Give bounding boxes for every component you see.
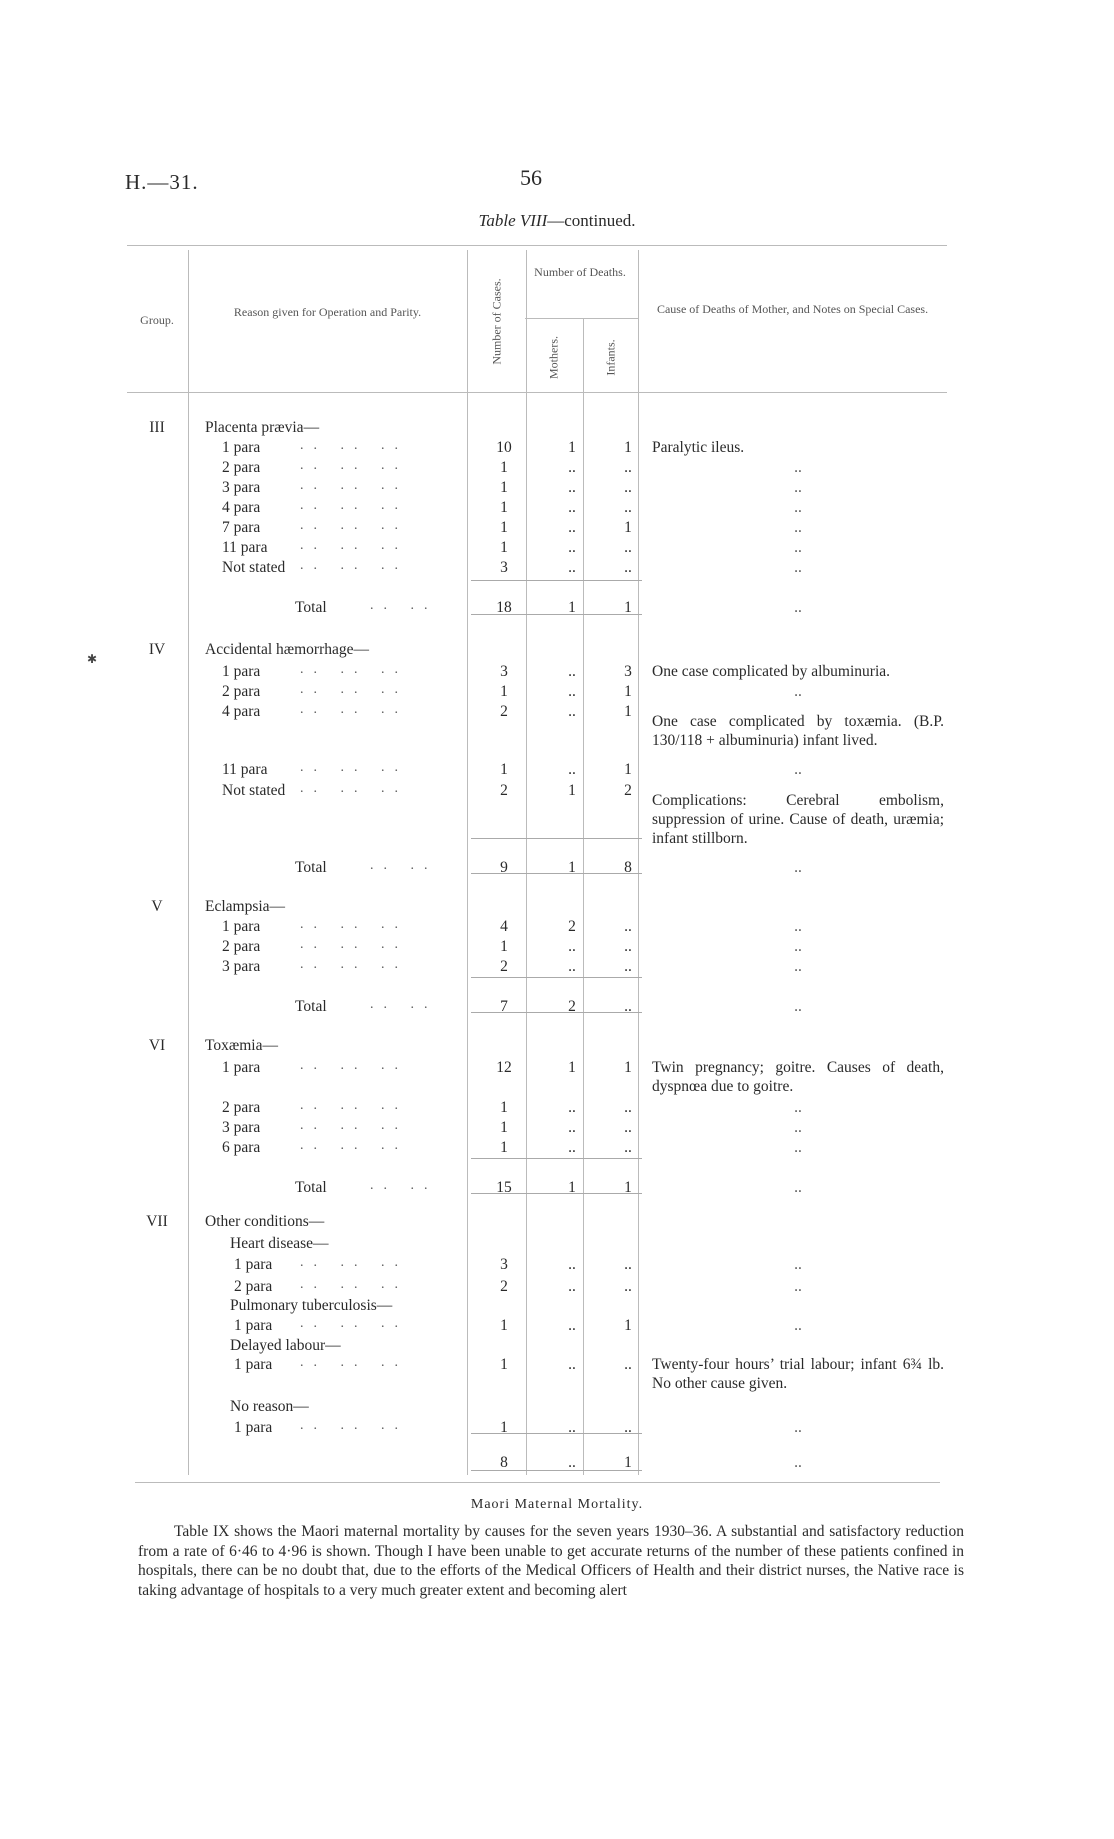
- table-title: [0, 211, 1114, 231]
- row-cases: 1: [500, 683, 508, 700]
- row-note-dots: ..: [794, 459, 802, 476]
- row-cases: 2: [500, 958, 508, 975]
- group-label: V: [151, 898, 163, 915]
- row-note-dots: ..: [794, 499, 802, 516]
- total-leader-dots: .. ..: [370, 1178, 438, 1193]
- row-note-dots: ..: [794, 918, 802, 935]
- row-mothers: ..: [568, 938, 576, 955]
- table-top-rule: [127, 245, 947, 246]
- row-leader-dots: .. .. ..: [300, 438, 408, 453]
- row-mothers: ..: [568, 1278, 576, 1295]
- row-label: 2 para: [222, 938, 261, 955]
- row-note-dots: ..: [794, 1119, 802, 1136]
- group-reason: Accidental hæmorrhage—: [205, 641, 369, 658]
- row-infants: ..: [624, 459, 632, 476]
- row-infants: ..: [624, 918, 632, 935]
- row-leader-dots: .. .. ..: [300, 1098, 408, 1113]
- row-infants: 1: [624, 1059, 632, 1076]
- row-note: Twin pregnancy; goitre. Causes of death, dyspnœa due to goitre.: [652, 1059, 944, 1095]
- row-infants: ..: [624, 1119, 632, 1136]
- row-cases: 1: [500, 1419, 508, 1436]
- row-cases: 10: [496, 439, 512, 456]
- header-cause: Cause of Deaths of Mother, and Notes on Special Cases.: [656, 302, 929, 316]
- row-label: 3 para: [222, 1119, 261, 1136]
- row-label: 2 para: [234, 1278, 273, 1295]
- row-label: 1 para: [234, 1317, 273, 1334]
- row-label: 2 para: [222, 683, 261, 700]
- total-note-dots: ..: [794, 1179, 802, 1196]
- row-leader-dots: .. .. ..: [300, 518, 408, 533]
- row-leader-dots: .. .. ..: [300, 1058, 408, 1073]
- reason-column-divider: [467, 250, 468, 1475]
- total-infants: 1: [624, 1179, 632, 1196]
- condition-subheading: No reason—: [230, 1398, 309, 1415]
- group-reason: Toxæmia—: [205, 1037, 278, 1054]
- header-cases: Number of Cases.: [489, 278, 504, 365]
- row-mothers: ..: [568, 761, 576, 778]
- row-mothers: ..: [568, 1317, 576, 1334]
- row-infants: ..: [624, 1356, 632, 1373]
- row-mothers: ..: [568, 559, 576, 576]
- row-leader-dots: .. .. ..: [300, 957, 408, 972]
- row-cases: 1: [500, 1119, 508, 1136]
- condition-subheading: Delayed labour—: [230, 1337, 341, 1354]
- row-cases: 1: [500, 499, 508, 516]
- row-infants: 3: [624, 663, 632, 680]
- row-label: 1 para: [234, 1419, 273, 1436]
- total-leader-dots: .. ..: [370, 858, 438, 873]
- row-cases: 3: [500, 559, 508, 576]
- row-note-dots: ..: [794, 1278, 802, 1295]
- row-leader-dots: .. .. ..: [300, 558, 408, 573]
- row-infants: ..: [624, 938, 632, 955]
- margin-mark: ✱: [87, 652, 98, 666]
- header-infants: Infants.: [603, 339, 618, 376]
- row-note-dots: ..: [794, 1099, 802, 1116]
- row-label: 1 para: [234, 1356, 273, 1373]
- row-label: 1 para: [234, 1256, 273, 1273]
- row-label: 11 para: [222, 761, 268, 778]
- row-label: 7 para: [222, 519, 261, 536]
- row-note: Twenty-four hours’ trial labour; infant 6¾ lb. No other cause given.: [652, 1356, 944, 1392]
- table-title-suffix: —continued.: [547, 211, 636, 230]
- row-label: 1 para: [222, 439, 261, 456]
- total-note-dots: ..: [794, 599, 802, 616]
- total-cases: 8: [500, 1454, 508, 1471]
- group-label: IV: [148, 641, 166, 658]
- total-infants: 1: [624, 599, 632, 616]
- total-note-dots: ..: [794, 998, 802, 1015]
- row-leader-dots: .. .. ..: [300, 1138, 408, 1153]
- row-mothers: ..: [568, 479, 576, 496]
- row-leader-dots: .. .. ..: [300, 538, 408, 553]
- row-infants: ..: [624, 1256, 632, 1273]
- row-leader-dots: .. .. ..: [300, 1277, 408, 1292]
- row-infants: ..: [624, 559, 632, 576]
- total-rule: [471, 1158, 642, 1159]
- row-mothers: ..: [568, 1099, 576, 1116]
- total-infants: ..: [624, 998, 632, 1015]
- total-mothers: 1: [568, 599, 576, 616]
- row-leader-dots: .. .. ..: [300, 1255, 408, 1270]
- row-infants: 2: [624, 782, 632, 799]
- row-label: 4 para: [222, 499, 261, 516]
- cases-column-divider: [526, 250, 527, 1475]
- row-cases: 1: [500, 1356, 508, 1373]
- row-cases: 1: [500, 459, 508, 476]
- group-label: III: [149, 419, 165, 436]
- row-mothers: ..: [568, 1139, 576, 1156]
- row-note-dots: ..: [794, 1256, 802, 1273]
- row-leader-dots: .. .. ..: [300, 1355, 408, 1370]
- row-label: 3 para: [222, 479, 261, 496]
- row-cases: 1: [500, 479, 508, 496]
- row-leader-dots: .. .. ..: [300, 478, 408, 493]
- total-infants: 1: [624, 1454, 632, 1471]
- row-infants: 1: [624, 519, 632, 536]
- total-rule: [471, 1433, 642, 1434]
- total-leader-dots: .. ..: [370, 997, 438, 1012]
- row-leader-dots: .. .. ..: [300, 760, 408, 775]
- row-infants: ..: [624, 499, 632, 516]
- row-infants: ..: [624, 479, 632, 496]
- row-mothers: 1: [568, 782, 576, 799]
- row-infants: 1: [624, 683, 632, 700]
- row-label: 6 para: [222, 1139, 261, 1156]
- row-cases: 1: [500, 519, 508, 536]
- group-label: VII: [146, 1213, 168, 1230]
- row-cases: 1: [500, 1099, 508, 1116]
- row-mothers: 1: [568, 1059, 576, 1076]
- deaths-subheader-rule: [525, 318, 638, 319]
- page-number: 56: [520, 165, 542, 190]
- row-label: 1 para: [222, 918, 261, 935]
- row-label: 1 para: [222, 1059, 261, 1076]
- row-mothers: 2: [568, 918, 576, 935]
- row-leader-dots: .. .. ..: [300, 662, 408, 677]
- header-bottom-rule: [127, 392, 947, 393]
- total-label: Total: [295, 1179, 327, 1196]
- group-label: VI: [148, 1037, 166, 1054]
- row-leader-dots: .. .. ..: [300, 1118, 408, 1133]
- row-label: 11 para: [222, 539, 268, 556]
- row-note-dots: ..: [794, 519, 802, 536]
- row-leader-dots: .. .. ..: [300, 458, 408, 473]
- row-mothers: ..: [568, 539, 576, 556]
- total-infants: 8: [624, 859, 632, 876]
- condition-subheading: Pulmonary tuberculosis—: [230, 1297, 393, 1314]
- row-infants: ..: [624, 1099, 632, 1116]
- row-note-dots: ..: [794, 1317, 802, 1334]
- row-cases: 12: [496, 1059, 512, 1076]
- total-label: Total: [295, 599, 327, 616]
- total-mothers: 2: [568, 998, 576, 1015]
- row-infants: ..: [624, 539, 632, 556]
- row-cases: 1: [500, 761, 508, 778]
- row-leader-dots: .. .. ..: [300, 917, 408, 932]
- total-rule: [471, 580, 642, 581]
- row-note-dots: ..: [794, 1139, 802, 1156]
- section-title: Maori Maternal Mortality.: [470, 1497, 644, 1512]
- total-note-dots: ..: [794, 1454, 802, 1471]
- total-cases: 7: [500, 998, 508, 1015]
- header-mothers: Mothers.: [546, 336, 561, 379]
- row-label: 3 para: [222, 958, 261, 975]
- row-leader-dots: .. .. ..: [300, 702, 408, 717]
- total-cases: 18: [496, 599, 512, 616]
- row-cases: 1: [500, 1317, 508, 1334]
- group-reason: Placenta prævia—: [205, 419, 320, 436]
- row-note-dots: ..: [794, 761, 802, 778]
- row-infants: ..: [624, 1419, 632, 1436]
- row-note-dots: ..: [794, 1419, 802, 1436]
- row-mothers: ..: [568, 1256, 576, 1273]
- row-leader-dots: .. .. ..: [300, 781, 408, 796]
- table-title-main: Table VIII: [478, 211, 548, 230]
- row-mothers: 1: [568, 439, 576, 456]
- group-reason: Other conditions—: [205, 1213, 325, 1230]
- row-mothers: ..: [568, 663, 576, 680]
- row-note-dots: ..: [794, 559, 802, 576]
- row-infants: ..: [624, 1139, 632, 1156]
- row-leader-dots: .. .. ..: [300, 682, 408, 697]
- total-leader-dots: .. ..: [370, 598, 438, 613]
- row-leader-dots: .. .. ..: [300, 1316, 408, 1331]
- row-mothers: ..: [568, 499, 576, 516]
- row-infants: 1: [624, 1317, 632, 1334]
- row-note-dots: ..: [794, 539, 802, 556]
- row-note: Paralytic ileus.: [652, 439, 745, 456]
- row-cases: 3: [500, 1256, 508, 1273]
- document-reference: H.—31.: [125, 170, 199, 194]
- row-label: Not stated: [222, 559, 286, 576]
- total-label: Total: [295, 859, 327, 876]
- header-reason: Reason given for Operation and Parity.: [233, 305, 422, 319]
- row-mothers: ..: [568, 1119, 576, 1136]
- section-paragraph: Table IX shows the Maori maternal mortality by causes for the seven years 1930–36. A substantial and satisfactory reduction from a rate of 6·46 to 4·96 is shown. Though I have been unable to get accurate returns of the number of these patients confined in hospitals, there can be no doubt that, due to the efforts of the Medical Officers of Health and their district nurses, the Native race is taking advantage of hospitals to a very much greater extent and becoming alert: [138, 1523, 964, 1599]
- row-label: 2 para: [222, 1099, 261, 1116]
- row-infants: ..: [624, 958, 632, 975]
- row-infants: ..: [624, 1278, 632, 1295]
- row-infants: 1: [624, 439, 632, 456]
- condition-subheading: Heart disease—: [230, 1235, 329, 1252]
- row-cases: 2: [500, 782, 508, 799]
- row-mothers: ..: [568, 958, 576, 975]
- row-mothers: ..: [568, 1356, 576, 1373]
- row-cases: 3: [500, 663, 508, 680]
- total-cases: 15: [496, 1179, 512, 1196]
- row-note-dots: ..: [794, 958, 802, 975]
- row-note-dots: ..: [794, 938, 802, 955]
- row-note-dots: ..: [794, 479, 802, 496]
- row-label: 4 para: [222, 703, 261, 720]
- row-leader-dots: .. .. ..: [300, 498, 408, 513]
- total-label: Total: [295, 998, 327, 1015]
- row-note-dots: ..: [794, 683, 802, 700]
- group-reason: Eclampsia—: [205, 898, 286, 915]
- row-note: One case complicated by albuminuria.: [652, 663, 891, 680]
- row-cases: 1: [500, 539, 508, 556]
- row-cases: 1: [500, 938, 508, 955]
- row-label: Not stated: [222, 782, 286, 799]
- row-mothers: ..: [568, 1419, 576, 1436]
- total-rule: [471, 977, 642, 978]
- row-cases: 2: [500, 1278, 508, 1295]
- row-cases: 4: [500, 918, 508, 935]
- header-group: Group.: [140, 313, 174, 327]
- row-mothers: ..: [568, 683, 576, 700]
- row-infants: 1: [624, 703, 632, 720]
- row-note: One case complicated by toxæmia. (B.P. 130/118 + albuminuria) infant lived.: [652, 713, 944, 749]
- header-deaths: Number of Deaths.: [534, 265, 626, 279]
- row-cases: 2: [500, 703, 508, 720]
- total-mothers: ..: [568, 1454, 576, 1471]
- row-mothers: ..: [568, 519, 576, 536]
- row-cases: 1: [500, 1139, 508, 1156]
- total-note-dots: ..: [794, 859, 802, 876]
- row-label: 1 para: [222, 663, 261, 680]
- row-leader-dots: .. .. ..: [300, 1418, 408, 1433]
- row-note: Complications: Cerebral embolism, suppression of urine. Cause of death, uræmia; infant stillborn.: [652, 792, 944, 847]
- table-bottom-rule: [135, 1482, 940, 1483]
- row-mothers: ..: [568, 703, 576, 720]
- total-mothers: 1: [568, 1179, 576, 1196]
- row-mothers: ..: [568, 459, 576, 476]
- row-label: 2 para: [222, 459, 261, 476]
- total-cases: 9: [500, 859, 508, 876]
- row-leader-dots: .. .. ..: [300, 937, 408, 952]
- total-mothers: 1: [568, 859, 576, 876]
- row-infants: 1: [624, 761, 632, 778]
- group-column-divider: [188, 250, 189, 1475]
- total-rule: [471, 838, 642, 839]
